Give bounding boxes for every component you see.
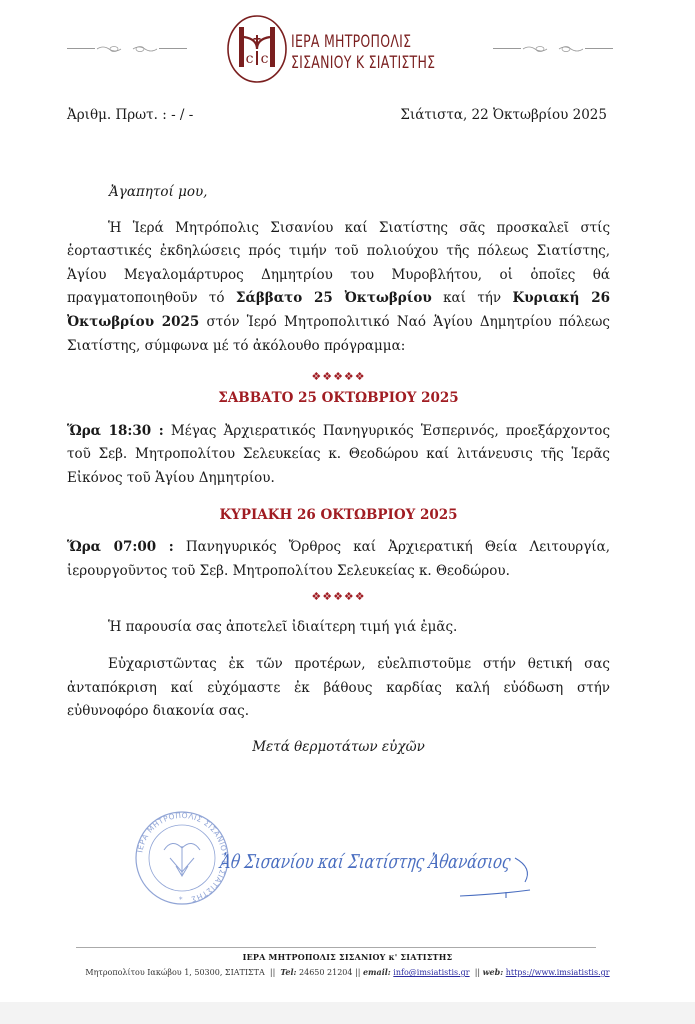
day-title-sunday: ΚΥΡΙΑΚΗ 26 ΟΚΤΩΒΡΙΟΥ 2025: [219, 506, 458, 523]
footer-email-link[interactable]: info@imsiatistis.gr: [393, 968, 470, 977]
logo-emblem-icon: [225, 13, 289, 85]
intro-text: στόν Ἱερό Μητροπολιτικό Ναό Ἁγίου Δημητρίου πόλεως Σιατίστης, σύμφωνα μέ τό ἀκόλουθο πρόγραμμα:: [67, 313, 610, 354]
footer-divider: [76, 947, 596, 948]
ornament-divider-right: [493, 44, 613, 54]
ornament-divider-left: [67, 44, 187, 54]
place-date: Σιάτιστα, 22 Ὀκτωβρίου 2025: [400, 107, 607, 123]
tel-label: Tel:: [280, 967, 297, 977]
web-label: web:: [482, 967, 504, 977]
official-seal-icon: [135, 811, 229, 904]
ornament-diamonds: ❖❖❖❖❖: [311, 590, 366, 604]
time-label: Ὥρα 07:00 :: [67, 539, 174, 556]
presence-paragraph: Ἡ παρουσία σας ἀποτελεῖ ἰδιαίτερη τιμή γιά ἐμᾶς.: [108, 619, 458, 636]
footer-title: ΙΕΡΑ ΜΗΤΡΟΠΟΛΙΣ ΣΙΣΑΝΙΟΥ κ' ΣΙΑΤΙΣΤΗΣ: [242, 952, 453, 962]
viewer-bottom-bar: [0, 1002, 695, 1024]
svg-text:Ἀθ Σισανίου καί Σιατίστης Ἀθαν: Ἀθ Σισανίου καί Σιατίστης Ἀθανάσιος: [218, 850, 540, 873]
day-title-saturday: ΣΑΒΒΑΤΟ 25 ΟΚΤΩΒΡΙΟΥ 2025: [218, 390, 459, 407]
signature-block: [130, 808, 540, 908]
footer-phone: 24650 21204: [299, 968, 353, 977]
footer-contact: [0, 967, 695, 977]
closing-line: Μετά θερμοτάτων εὐχῶν: [252, 738, 425, 755]
footer-web-link[interactable]: https://www.imsiatistis.gr: [505, 968, 610, 977]
salutation: Ἀγαπητοί μου,: [109, 184, 208, 200]
schedule-sunday: [67, 536, 610, 583]
logo-line-2: ΣΙΣΑΝΙΟΥ Κ ΣΙΑΤΙΣΤΗΣ: [291, 53, 436, 73]
intro-text: καί τήν: [431, 290, 513, 307]
time-label: Ὥρα 18:30 :: [67, 422, 164, 439]
svg-text:c: c: [245, 51, 254, 67]
schedule-saturday: [67, 420, 610, 491]
schedule-text: Πανηγυρικός Ὄρθρος καί Ἀρχιερατική Θεία Λειτουργία, ἱερουργοῦντος τοῦ Σεβ. Μητροπολίτου Σελευκείας κ. Θεοδώρου.: [67, 539, 610, 579]
svg-text:c: c: [260, 51, 269, 67]
intro-paragraph: [67, 217, 610, 359]
letter-body: [67, 181, 610, 759]
letterhead: [0, 0, 695, 90]
svg-text:*: *: [179, 896, 183, 904]
footer-address: Μητροπολίτου Ιακώβου 1, 50300, ΣΙΑΤΙΣΤΑ: [85, 968, 265, 977]
intro-text: Ἡ Ἱερά Μητρόπολις Σισανίου καί Σιατίστης σᾶς προσκαλεῖ στίς ἑορταστικές ἐκδηλώσεις πρός τιμήν τοῦ πολιούχου τῆς πόλεως Σιατίστης, Ἁγίου Μεγαλομάρτυρος Δημητρίου του Μυροβλήτου, οἱ ὁποῖες θά πραγματοποιηθοῦν τό: [67, 219, 610, 307]
logo-title: [291, 32, 435, 74]
email-label: email:: [362, 967, 391, 977]
seal-text: ΙΕΡΑ ΜΗΤΡΟΠΟΛΙΣ ΣΙΣΑΝΙΟΥ & ΣΙΑΤΙΣΤΗΣ: [135, 810, 230, 904]
thanks-paragraph: Εὐχαριστῶντας ἐκ τῶν προτέρων, εὐελπιστοῦμε στήν θετική σας ἀνταπόκριση καί εὐχόμαστε ἐκ βάθους καρδίας καλή εὐόδωση στήν εὐθυνοφόρο διακονία σας.: [67, 655, 610, 720]
logo-line-1: ΙΕΡΑ ΜΗΤΡΟΠΟΛΙΣ: [291, 32, 412, 52]
separator: ||: [269, 968, 276, 977]
flourish-icon: [521, 44, 585, 54]
separator: ||: [474, 968, 481, 977]
separator: ||: [355, 968, 361, 977]
protocol-number: Ἀριθμ. Πρωτ. : - / -: [67, 107, 194, 123]
schedule-text: Μέγας Ἀρχιερατικός Πανηγυρικός Ἑσπερινός, προεξάρχοντος τοῦ Σεβ. Μητροπολίτου Σελευκείας κ. Θεοδώρου καί λιτάνευσις τῆς Ἱερᾶς Εἰκόνος τοῦ Ἁγίου Δημητρίου.: [67, 422, 610, 486]
saturday-date: Σάββατο 25 Ὀκτωβρίου: [235, 290, 432, 307]
ornament-diamonds: ❖❖❖❖❖: [311, 370, 366, 384]
flourish-icon: [95, 44, 159, 54]
metropolis-logo: [225, 13, 465, 85]
handwritten-signature: [217, 850, 540, 898]
seal-and-signature: [130, 808, 540, 908]
sunday-date: Κυριακή 26 Ὀκτωβρίου 2025: [67, 290, 610, 330]
